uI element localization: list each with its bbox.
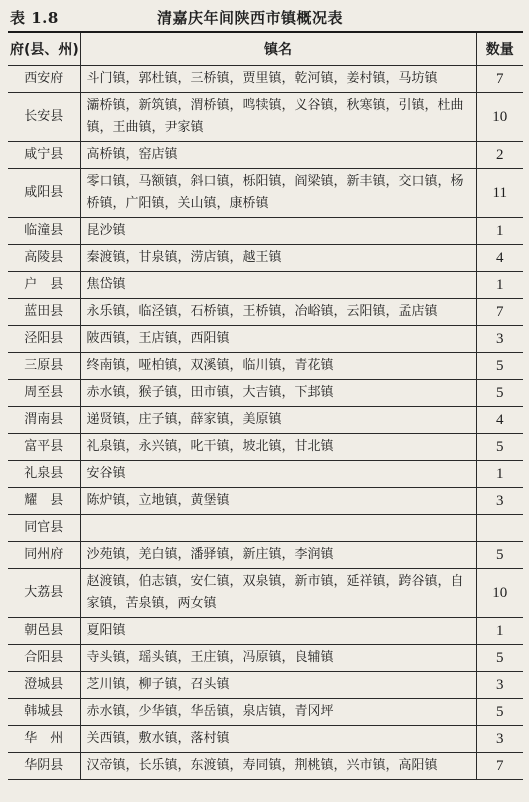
region-cell: 咸阳县 xyxy=(8,169,80,218)
town-names-cell: 赤水镇，少华镇，华岳镇，泉店镇，青冈坪 xyxy=(80,699,476,726)
count-cell: 10 xyxy=(476,569,523,618)
table-row xyxy=(8,245,523,272)
region-cell: 澄城县 xyxy=(8,672,80,699)
table-row xyxy=(8,515,523,542)
region-cell: 泾阳县 xyxy=(8,326,80,353)
count-cell: 3 xyxy=(476,488,523,515)
region-cell: 耀 县 xyxy=(8,488,80,515)
region-cell: 户 县 xyxy=(8,272,80,299)
table-row xyxy=(8,461,523,488)
region-cell: 高陵县 xyxy=(8,245,80,272)
table-header-row xyxy=(8,33,523,66)
region-cell: 大荔县 xyxy=(8,569,80,618)
count-cell: 3 xyxy=(476,672,523,699)
town-names-cell: 夏阳镇 xyxy=(80,618,476,645)
count-cell xyxy=(476,515,523,542)
town-names-cell: 安谷镇 xyxy=(80,461,476,488)
count-cell: 4 xyxy=(476,245,523,272)
town-names-cell: 关西镇，敷水镇，落村镇 xyxy=(80,726,476,753)
region-cell: 韩城县 xyxy=(8,699,80,726)
table-row xyxy=(8,326,523,353)
count-cell: 4 xyxy=(476,407,523,434)
town-names-cell: 斗门镇，郭杜镇，三桥镇，贾里镇，乾河镇，姜村镇，马坊镇 xyxy=(80,66,476,93)
region-cell: 同州府 xyxy=(8,542,80,569)
region-cell: 华阴县 xyxy=(8,753,80,780)
market-towns-table xyxy=(8,33,523,780)
count-cell: 5 xyxy=(476,353,523,380)
region-cell: 礼泉县 xyxy=(8,461,80,488)
count-cell: 3 xyxy=(476,326,523,353)
count-cell: 1 xyxy=(476,618,523,645)
table-row xyxy=(8,142,523,169)
town-names-cell: 高桥镇，窑店镇 xyxy=(80,142,476,169)
table-container xyxy=(8,31,523,802)
town-names-cell xyxy=(80,515,476,542)
table-row xyxy=(8,93,523,142)
count-cell: 3 xyxy=(476,726,523,753)
region-cell: 三原县 xyxy=(8,353,80,380)
count-cell: 5 xyxy=(476,434,523,461)
region-cell: 朝邑县 xyxy=(8,618,80,645)
table-header xyxy=(0,0,529,32)
table-row xyxy=(8,299,523,326)
count-cell: 5 xyxy=(476,380,523,407)
table-row xyxy=(8,672,523,699)
region-cell: 富平县 xyxy=(8,434,80,461)
column-header-region: 府(县、州) xyxy=(8,33,80,66)
table-row xyxy=(8,753,523,780)
table-row xyxy=(8,542,523,569)
column-header-count: 数量 xyxy=(476,33,523,66)
region-cell: 咸宁县 xyxy=(8,142,80,169)
town-names-cell: 陈炉镇，立地镇，黄堡镇 xyxy=(80,488,476,515)
table-title: 清嘉庆年间陕西市镇概况表 xyxy=(156,9,343,27)
table-row xyxy=(8,272,523,299)
count-cell: 7 xyxy=(476,753,523,780)
region-cell: 华 州 xyxy=(8,726,80,753)
region-cell: 长安县 xyxy=(8,93,80,142)
town-names-cell: 零口镇，马额镇，斜口镇，栎阳镇，阎梁镇，新丰镇，交口镇，杨桥镇，广阳镇，关山镇，康桥镇 xyxy=(80,169,476,218)
region-cell: 渭南县 xyxy=(8,407,80,434)
table-row xyxy=(8,66,523,93)
town-names-cell: 秦渡镇，甘泉镇，涝店镇，越王镇 xyxy=(80,245,476,272)
count-cell: 2 xyxy=(476,142,523,169)
table-row xyxy=(8,380,523,407)
table-row xyxy=(8,488,523,515)
town-names-cell: 汉帝镇，长乐镇，东渡镇，寿同镇，荆桃镇，兴市镇，高阳镇 xyxy=(80,753,476,780)
count-cell: 1 xyxy=(476,272,523,299)
count-cell: 5 xyxy=(476,699,523,726)
table-row xyxy=(8,407,523,434)
town-names-cell: 沙苑镇，羌白镇，潘驿镇，新庄镇，李润镇 xyxy=(80,542,476,569)
table-row xyxy=(8,699,523,726)
table-row xyxy=(8,645,523,672)
count-cell: 1 xyxy=(476,218,523,245)
town-names-cell: 灞桥镇，新筑镇，渭桥镇，鸣犊镇，义谷镇，秋寒镇，引镇，杜曲镇，王曲镇，尹家镇 xyxy=(80,93,476,142)
town-names-cell: 焦岱镇 xyxy=(80,272,476,299)
table-row xyxy=(8,169,523,218)
table-row xyxy=(8,218,523,245)
region-cell: 合阳县 xyxy=(8,645,80,672)
region-cell: 周至县 xyxy=(8,380,80,407)
town-names-cell: 赵渡镇，伯志镇，安仁镇，双泉镇，新市镇，延祥镇，跨谷镇，自家镇，苦泉镇，两女镇 xyxy=(80,569,476,618)
town-names-cell: 永乐镇，临泾镇，石桥镇，王桥镇，冶峪镇，云阳镇，孟店镇 xyxy=(80,299,476,326)
region-cell: 蓝田县 xyxy=(8,299,80,326)
town-names-cell: 终南镇，哑柏镇，双溪镇，临川镇，青花镇 xyxy=(80,353,476,380)
town-names-cell: 芝川镇，柳子镇，召头镇 xyxy=(80,672,476,699)
table-row xyxy=(8,618,523,645)
count-cell: 5 xyxy=(476,542,523,569)
count-cell: 1 xyxy=(476,461,523,488)
count-cell: 7 xyxy=(476,299,523,326)
count-cell: 10 xyxy=(476,93,523,142)
town-names-cell: 昆沙镇 xyxy=(80,218,476,245)
table-row xyxy=(8,353,523,380)
town-names-cell: 递贤镇，庄子镇，薛家镇，美原镇 xyxy=(80,407,476,434)
town-names-cell: 陂西镇，王店镇，西阳镇 xyxy=(80,326,476,353)
table-row xyxy=(8,569,523,618)
region-cell: 同官县 xyxy=(8,515,80,542)
count-cell: 7 xyxy=(476,66,523,93)
table-number: 表 1.8 xyxy=(10,9,59,27)
town-names-cell: 礼泉镇，永兴镇，叱干镇，坡北镇，甘北镇 xyxy=(80,434,476,461)
town-names-cell: 寺头镇，瑶头镇，王庄镇，冯原镇，良辅镇 xyxy=(80,645,476,672)
region-cell: 临潼县 xyxy=(8,218,80,245)
count-cell: 11 xyxy=(476,169,523,218)
column-header-town-names: 镇名 xyxy=(80,33,476,66)
region-cell: 西安府 xyxy=(8,66,80,93)
table-row xyxy=(8,726,523,753)
town-names-cell: 赤水镇，猴子镇，田市镇，大吉镇，下邽镇 xyxy=(80,380,476,407)
count-cell: 5 xyxy=(476,645,523,672)
table-row xyxy=(8,434,523,461)
